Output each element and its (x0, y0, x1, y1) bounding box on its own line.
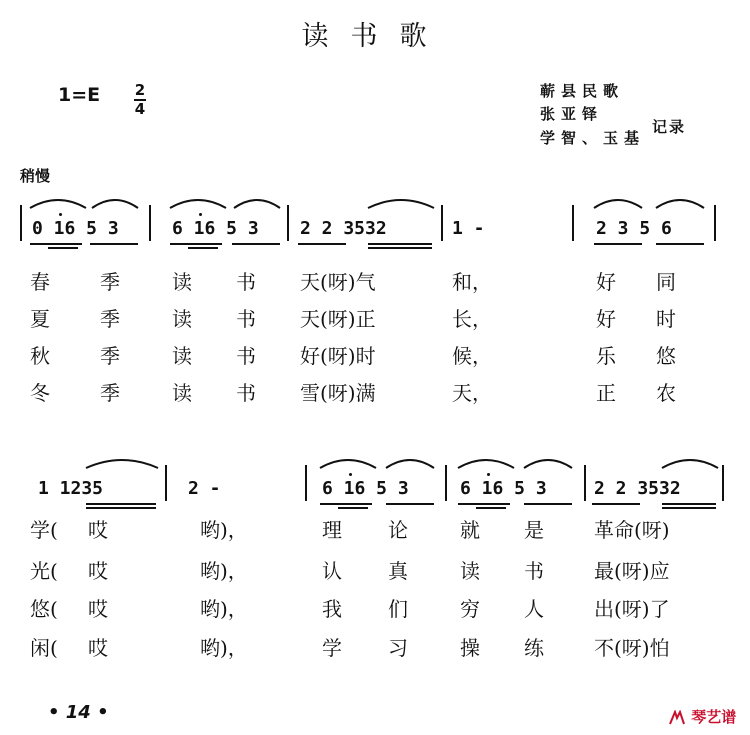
lyric-syllable: 哎 (88, 559, 108, 583)
beam (458, 503, 510, 505)
beam (594, 243, 642, 245)
beam (592, 503, 640, 505)
beam (524, 503, 572, 505)
lyric-syllable: 季 (100, 270, 120, 294)
lyric-syllable: 读 (172, 344, 192, 368)
lyric-syllable: 时 (656, 307, 676, 331)
slur (318, 456, 378, 470)
slur (90, 196, 140, 210)
source-credit: 蕲县民歌 (540, 82, 625, 100)
barline (714, 205, 716, 241)
lyric-syllable: 乐 (596, 344, 616, 368)
lyric-syllable: 好(呀)时 (300, 344, 376, 368)
octave-dot (487, 473, 490, 476)
lyric-syllable: 出(呀)了 (594, 597, 670, 621)
recorder-name-1: 张亚铎 (540, 105, 604, 123)
slur (660, 456, 720, 470)
octave-dot (59, 213, 62, 216)
lyric-syllable: 好 (596, 307, 616, 331)
octave-dot (349, 473, 352, 476)
slur (232, 196, 282, 210)
beam (662, 507, 716, 509)
beam (188, 247, 218, 249)
lyric-syllable: 候， (452, 344, 492, 368)
tempo-marking: 稍慢 (20, 167, 51, 185)
lyric-syllable: 闲( (30, 636, 58, 660)
lyric-syllable: 天(呀)气 (300, 270, 376, 294)
lyric-syllable: 书 (236, 270, 256, 294)
lyric-syllable: 光( (30, 559, 58, 583)
lyric-syllable: 季 (100, 381, 120, 405)
lyric-syllable: 我 (322, 597, 342, 621)
lyric-syllable: 季 (100, 307, 120, 331)
lyric-syllable: 读 (460, 559, 480, 583)
slur (654, 196, 706, 210)
lyric-syllable: 读 (172, 270, 192, 294)
slur (366, 196, 436, 210)
octave-dot (199, 213, 202, 216)
beam (48, 247, 78, 249)
key-signature: 1=E (58, 84, 101, 106)
slur (592, 196, 644, 210)
slur (84, 456, 160, 470)
barline (572, 205, 574, 241)
recorder-name-2: 学智、玉基 (540, 129, 646, 147)
lyric-syllable: 理 (322, 518, 342, 542)
lyric-syllable: 哟)， (200, 636, 248, 660)
slur (168, 196, 228, 210)
m6-notes: 1 1235 (38, 478, 104, 499)
lyric-syllable: 悠 (656, 344, 676, 368)
lyric-syllable: 秋 (30, 344, 50, 368)
beam (662, 503, 716, 505)
lyric-syllable: 长， (452, 307, 492, 331)
watermark-logo (668, 706, 736, 727)
lyric-syllable: 书 (236, 381, 256, 405)
barline (445, 465, 447, 501)
lyric-syllable: 学 (322, 636, 342, 660)
lyric-syllable: 练 (524, 636, 544, 660)
lyric-syllable: 天(呀)正 (300, 307, 376, 331)
lyric-syllable: 读 (172, 307, 192, 331)
m4-notes: 1 - (452, 218, 485, 239)
lyric-syllable: 操 (460, 636, 480, 660)
barline (584, 465, 586, 501)
lyric-syllable: 天， (452, 381, 492, 405)
slur (384, 456, 436, 470)
lyric-syllable: 最(呀)应 (594, 559, 670, 583)
beam (90, 243, 138, 245)
recorder-role: 记录 (652, 118, 687, 136)
lyric-syllable: 认 (322, 559, 342, 583)
beam (232, 243, 280, 245)
lyric-syllable: 哎 (88, 636, 108, 660)
lyric-syllable: 书 (236, 307, 256, 331)
lyric-syllable: 正 (596, 381, 616, 405)
time-denominator: 4 (134, 100, 146, 118)
lyric-syllable: 们 (388, 597, 408, 621)
beam (320, 503, 372, 505)
time-numerator: 2 (134, 81, 146, 99)
lyric-syllable: 同 (656, 270, 676, 294)
beam (338, 507, 368, 509)
barline (441, 205, 443, 241)
lyric-syllable: 哎 (88, 597, 108, 621)
m9-notes: 6 16 5 3 (460, 478, 547, 499)
lyric-syllable: 论 (388, 518, 408, 542)
lyric-syllable: 哟)， (200, 597, 248, 621)
lyric-syllable: 季 (100, 344, 120, 368)
watermark-text: 琴艺谱 (691, 708, 737, 726)
beam (368, 247, 432, 249)
beam (476, 507, 506, 509)
m1-notes: 0 16 5 3 (32, 218, 119, 239)
beam (656, 243, 704, 245)
lyric-syllable: 春 (30, 270, 50, 294)
m7-notes: 2 - (188, 478, 221, 499)
beam (86, 507, 156, 509)
lyric-syllable: 是 (524, 518, 544, 542)
lyric-syllable: 习 (388, 636, 408, 660)
lyric-syllable: 就 (460, 518, 480, 542)
m8-notes: 6 16 5 3 (322, 478, 409, 499)
lyric-syllable: 革命(呀) (594, 518, 670, 542)
barline (305, 465, 307, 501)
lyric-syllable: 不(呀)怕 (594, 636, 670, 660)
slur (522, 456, 574, 470)
lyric-syllable: 真 (388, 559, 408, 583)
lyric-syllable: 农 (656, 381, 676, 405)
beam (386, 503, 434, 505)
lyric-syllable: 哟)， (200, 518, 248, 542)
lyric-syllable: 人 (524, 597, 544, 621)
lyric-syllable: 穷 (460, 597, 480, 621)
lyric-syllable: 夏 (30, 307, 50, 331)
m5-notes: 2 3 5 6 (596, 218, 672, 239)
m10-notes: 2 2 3532 (594, 478, 681, 499)
lyric-syllable: 和， (452, 270, 492, 294)
lyric-syllable: 读 (172, 381, 192, 405)
music-logo-icon (668, 710, 686, 726)
beam (368, 243, 432, 245)
lyric-syllable: 好 (596, 270, 616, 294)
barline (722, 465, 724, 501)
beam (30, 243, 82, 245)
song-title: 读书歌 (301, 21, 449, 52)
barline (165, 465, 167, 501)
m3-notes: 2 2 3532 (300, 218, 387, 239)
page-number: • 14 • (48, 702, 109, 723)
beam (298, 243, 346, 245)
barline (20, 205, 22, 241)
lyric-syllable: 哟)， (200, 559, 248, 583)
lyric-syllable: 悠( (30, 597, 58, 621)
barline (287, 205, 289, 241)
slur (28, 196, 88, 210)
time-signature (133, 82, 147, 118)
beam (170, 243, 222, 245)
barline (149, 205, 151, 241)
lyric-syllable: 书 (524, 559, 544, 583)
slur (456, 456, 516, 470)
m2-notes: 6 16 5 3 (172, 218, 259, 239)
lyric-syllable: 雪(呀)满 (300, 381, 376, 405)
beam (86, 503, 156, 505)
lyric-syllable: 哎 (88, 518, 108, 542)
lyric-syllable: 学( (30, 518, 58, 542)
lyric-syllable: 书 (236, 344, 256, 368)
lyric-syllable: 冬 (30, 381, 50, 405)
